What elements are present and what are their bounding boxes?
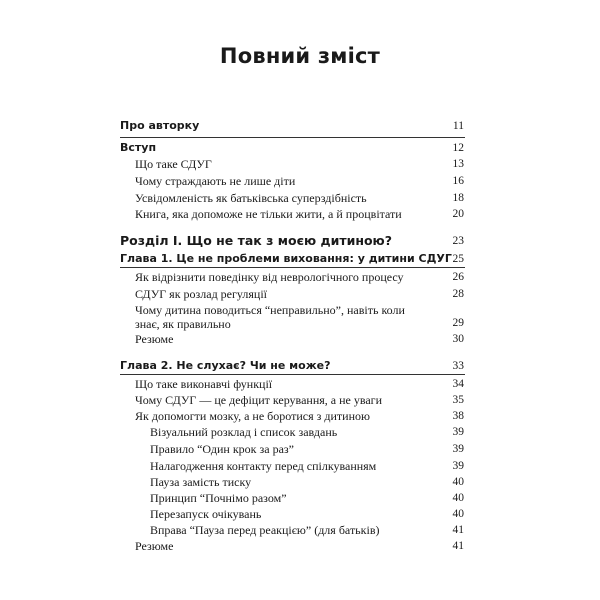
toc-entry-label: Налагодження контакту перед спілкуванням <box>150 459 377 473</box>
toc-entry-page: 39 <box>452 460 464 472</box>
toc-entry[interactable] <box>0 190 600 206</box>
toc-entry-label: Візуальний розклад і список завдань <box>150 425 338 439</box>
toc-entry-page: 40 <box>452 492 464 504</box>
toc-entry-label: Розділ I. Що не так з моєю дитиною? <box>120 233 392 248</box>
toc-entry-page: 41 <box>452 540 464 552</box>
toc-entry-page: 20 <box>452 208 464 220</box>
toc-entry[interactable] <box>0 538 600 554</box>
toc-entry-page: 35 <box>452 394 464 406</box>
toc-entry-label: Як відрізнити поведінку від неврологічного процесу <box>135 270 404 284</box>
toc-entry[interactable] <box>0 392 600 408</box>
toc-entry-label: Глава 2. Не слухає? Чи не може? <box>120 359 331 372</box>
toc-entry-label: Усвідомленість як батьківська суперздібність <box>135 191 367 205</box>
toc-entry-section-1[interactable] <box>0 233 600 249</box>
toc-entry[interactable] <box>0 286 600 302</box>
section-divider <box>120 137 465 138</box>
toc-entry[interactable] <box>0 269 600 285</box>
toc-entry-page: 41 <box>452 524 464 536</box>
toc-entry[interactable] <box>0 474 600 490</box>
toc-entry-label: Книга, яка допоможе не тільки жити, а й процвітати <box>135 207 402 221</box>
toc-entry-page: 29 <box>452 317 464 329</box>
toc-entry-page: 23 <box>452 235 464 247</box>
toc-entry-page: 25 <box>452 253 464 265</box>
toc-entry-label: Резюме <box>135 332 174 346</box>
section-divider <box>120 267 465 268</box>
toc-entry-label: Перезапуск очікувань <box>150 507 262 521</box>
toc-entry-page: 30 <box>452 333 464 345</box>
toc-entry-label: Про авторку <box>120 119 200 132</box>
toc-entry-page: 40 <box>452 476 464 488</box>
toc-entry-page: 11 <box>452 120 464 132</box>
toc-entry[interactable] <box>0 206 600 222</box>
toc-entry[interactable] <box>0 301 600 331</box>
toc-entry-label: Чому СДУГ — це дефіцит керування, а не уваги <box>135 393 383 407</box>
toc-entry-page: 38 <box>452 410 464 422</box>
toc-entry-page: 16 <box>452 175 464 187</box>
toc-entry-page: 39 <box>452 443 464 455</box>
toc-entry-about-author[interactable] <box>0 118 600 134</box>
toc-entry-label: Глава 1. Це не проблеми виховання: у дитини СДУГ <box>120 252 452 265</box>
toc-entry[interactable] <box>0 490 600 506</box>
section-divider <box>120 374 465 375</box>
toc-entry[interactable] <box>0 522 600 538</box>
toc-entry[interactable] <box>0 173 600 189</box>
toc-entry-label: Резюме <box>135 539 174 553</box>
toc-entry-page: 39 <box>452 426 464 438</box>
toc-entry[interactable] <box>0 408 600 424</box>
toc-entry[interactable] <box>0 424 600 440</box>
toc-entry-label: Принцип “Почнімо разом” <box>150 491 287 505</box>
toc-entry-label: СДУГ як розлад регуляції <box>135 287 267 301</box>
toc-entry[interactable] <box>0 506 600 522</box>
toc-entry-label: Пауза замість тиску <box>150 475 252 489</box>
toc-entry-label: Чому страждають не лише діти <box>135 174 296 188</box>
toc-entry-label: Що таке виконавчі функції <box>135 377 273 391</box>
toc-entry-page: 33 <box>452 360 464 372</box>
toc-entry-label: Правило “Один крок за раз” <box>150 442 294 456</box>
toc-entry[interactable] <box>0 376 600 392</box>
toc-entry[interactable] <box>0 458 600 474</box>
toc-entry-page: 12 <box>452 142 464 154</box>
toc-entry-page: 40 <box>452 508 464 520</box>
toc-entry-label: Як допомогти мозку, а не боротися з дитиною <box>135 409 370 423</box>
toc-entry-page: 13 <box>452 158 464 170</box>
toc-entry[interactable] <box>0 156 600 172</box>
toc-entry-chapter-1[interactable] <box>0 251 600 267</box>
toc-entry-label: Чому дитина поводиться “неправильно”, навіть коли знає, як правильно <box>135 303 405 331</box>
toc-entry-label: Вправа “Пауза перед реакцією” (для батьків) <box>150 523 380 537</box>
toc-entry-label: Що таке СДУГ <box>135 157 212 171</box>
toc-entry[interactable] <box>0 441 600 457</box>
toc-entry[interactable] <box>0 331 600 347</box>
toc-entry-label: Вступ <box>120 141 157 154</box>
page-title: Повний зміст <box>219 44 381 69</box>
toc-entry-page: 28 <box>452 288 464 300</box>
toc-entry-page: 34 <box>452 378 464 390</box>
toc-entry-page: 18 <box>452 192 464 204</box>
toc-entry-page: 26 <box>452 271 464 283</box>
toc-entry-intro[interactable] <box>0 140 600 156</box>
toc-entry-chapter-2[interactable] <box>0 358 600 374</box>
